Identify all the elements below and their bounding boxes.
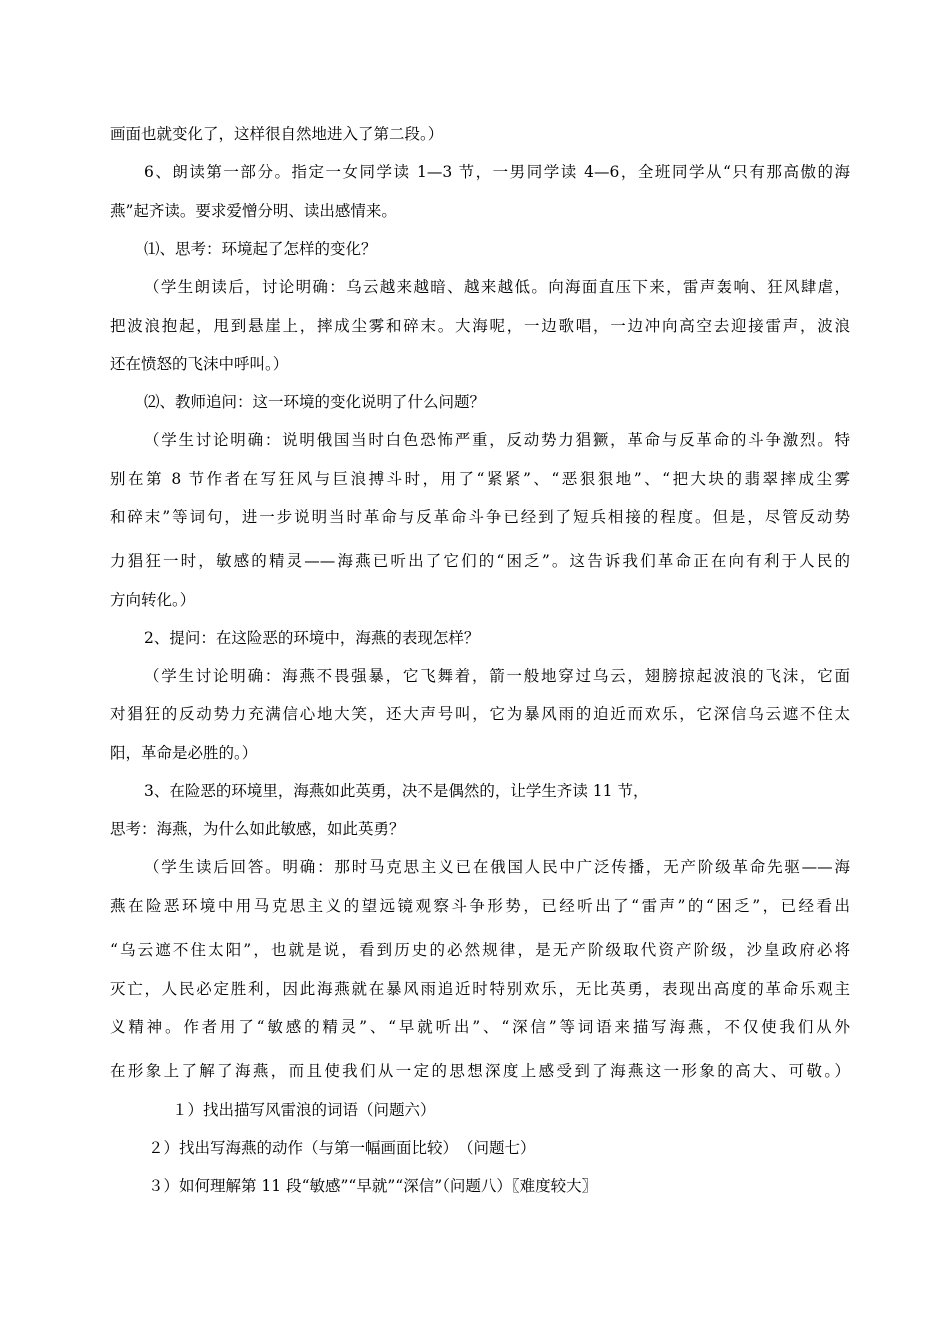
text-line: 燕”起齐读。要求爱憎分明、读出感情来。 bbox=[110, 202, 397, 220]
text-line: 把波浪抱起，甩到悬崖上，摔成尘雾和碎末。大海呢，一边歌唱，一边冲向高空去迎接雷声，波浪 bbox=[110, 317, 850, 335]
text-line: （学生讨论明确：说明俄国当时白色恐怖严重，反动势力猖獗，革命与反革命的斗争激烈。特 bbox=[144, 431, 850, 449]
text-line: ３）如何理解第 11 段“敏感”“早就”“深信”（问题八）〖难度较大〗 bbox=[148, 1177, 598, 1195]
text-line: 方向转化。） bbox=[110, 591, 196, 609]
text-line: （学生读后回答。明确：那时马克思主义已在俄国人民中广泛传播，无产阶级革命先驱——海 bbox=[144, 858, 850, 876]
text-line: 和碎末”等词句，进一步说明当时革命与反革命斗争已经到了短兵相接的程度。但是，尽管反动势 bbox=[110, 508, 850, 526]
text-line: 对猖狂的反动势力充满信心地大笑，还大声号叫，它为暴风雨的迫近而欢乐，它深信乌云遮不住太 bbox=[110, 705, 850, 723]
text-line: １）找出描写风雷浪的词语（问题六） bbox=[172, 1101, 436, 1119]
text-line: （学生朗读后，讨论明确：乌云越来越暗、越来越低。向海面直压下来，雷声轰响、狂风肆虐， bbox=[144, 278, 850, 296]
text-line: 画面也就变化了，这样很自然地进入了第二段。） bbox=[110, 125, 444, 143]
text-line: ２）找出写海燕的动作（与第一幅画面比较） （问题七） bbox=[148, 1139, 536, 1157]
text-line: 还在愤怒的飞沫中呼叫。） bbox=[110, 355, 289, 373]
text-line: 3、在险恶的环境里，海燕如此英勇，决不是偶然的，让学生齐读 11 节， bbox=[144, 782, 649, 800]
text-line: 思考：海燕，为什么如此敏感，如此英勇？ bbox=[110, 820, 405, 838]
text-line: 力猖狂一时，敏感的精灵——海燕已听出了它们的“困乏”。这告诉我们革命正在向有利于人民的 bbox=[110, 552, 850, 570]
text-line: 义精神。作者用了“敏感的精灵”、“早就听出”、“深信”等词语来描写海燕，不仅使我们从外 bbox=[110, 1018, 850, 1036]
text-line: “乌云遮不住太阳”，也就是说，看到历史的必然规律，是无产阶级取代资产阶级，沙皇政府必将 bbox=[110, 941, 850, 959]
text-line: 灭亡，人民必定胜利，因此海燕就在暴风雨追近时特别欢乐，无比英勇，表现出高度的革命乐观主 bbox=[110, 980, 850, 998]
text-line: 燕在险恶环境中用马克思主义的望远镜观察斗争形势，已经听出了“雷声”的“困乏”，已经看出 bbox=[110, 897, 850, 915]
text-line: 在形象上了解了海燕，而且使我们从一定的思想深度上感受到了海燕这一形象的高大、可敬。） bbox=[110, 1062, 850, 1080]
text-line: （学生讨论明确：海燕不畏强暴，它飞舞着，箭一般地穿过乌云，翅膀掠起波浪的飞沫，它面 bbox=[144, 667, 850, 685]
text-line: ⑴、思考：环境起了怎样的变化？ bbox=[144, 240, 377, 258]
text-line: 6、朗读第一部分。指定一女同学读 1—3 节，一男同学读 4—6，全班同学从“只有那高傲的海 bbox=[144, 163, 850, 181]
text-line: ⑵、教师追问：这一环境的变化说明了什么问题？ bbox=[144, 393, 486, 411]
text-line: 阳，革命是必胜的。） bbox=[110, 744, 258, 762]
text-line: 别在第 8 节作者在写狂风与巨浪搏斗时，用了“紧紧”、“恶狠狠地”、“把大块的翡翠摔成尘雾 bbox=[110, 470, 850, 488]
text-line: 2、提问：在这险恶的环境中，海燕的表现怎样？ bbox=[144, 629, 480, 647]
